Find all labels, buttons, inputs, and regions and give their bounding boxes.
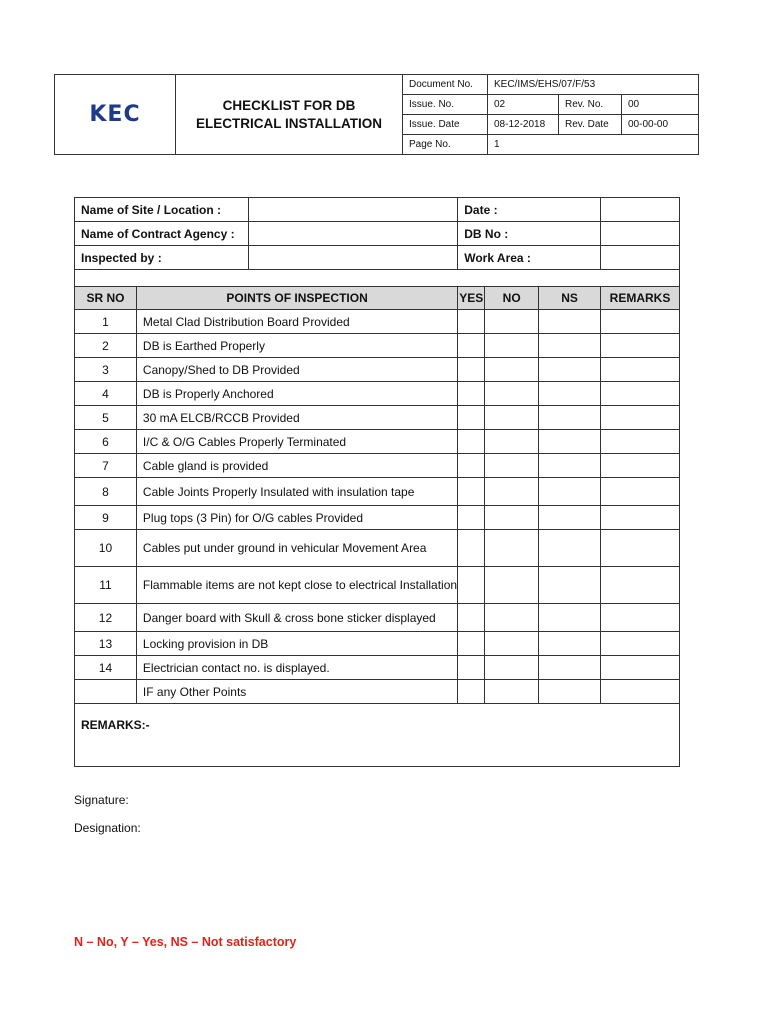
rev-date-label: Rev. Date [559, 115, 622, 135]
row-remarks-cell[interactable] [600, 406, 679, 430]
col-remarks: REMARKS [600, 287, 679, 310]
row-remarks-cell[interactable] [600, 656, 679, 680]
row-ns-cell[interactable] [539, 567, 601, 604]
db-no-label: DB No : [458, 222, 601, 246]
spacer-row [75, 270, 680, 287]
row-ns-cell[interactable] [539, 506, 601, 530]
doc-no-label: Document No. [403, 75, 488, 95]
row-remarks-cell[interactable] [600, 604, 679, 632]
row-no-cell[interactable] [485, 604, 539, 632]
row-yes-cell[interactable] [458, 406, 485, 430]
date-field[interactable] [600, 198, 679, 222]
page-no-label: Page No. [403, 135, 488, 155]
row-ns-cell[interactable] [539, 334, 601, 358]
designation-label: Designation: [74, 821, 141, 835]
row-sr-no: 10 [75, 530, 137, 567]
row-no-cell[interactable] [485, 406, 539, 430]
row-yes-cell[interactable] [458, 680, 485, 704]
rev-date-value: 00-00-00 [622, 115, 699, 135]
col-ns: NS [539, 287, 601, 310]
issue-no-label: Issue. No. [403, 95, 488, 115]
row-ns-cell[interactable] [539, 454, 601, 478]
row-remarks-cell[interactable] [600, 334, 679, 358]
row-remarks-cell[interactable] [600, 680, 679, 704]
issue-no-value: 02 [488, 95, 559, 115]
row-remarks-cell[interactable] [600, 358, 679, 382]
company-logo [55, 75, 176, 155]
row-ns-cell[interactable] [539, 406, 601, 430]
row-point: Electrician contact no. is displayed. [136, 656, 457, 680]
inspected-by-field[interactable] [248, 246, 458, 270]
table-row [75, 478, 680, 506]
inspected-by-label: Inspected by : [75, 246, 249, 270]
table-row [75, 334, 680, 358]
legend-note: N – No, Y – Yes, NS – Not satisfactory [74, 935, 297, 949]
row-sr-no: 11 [75, 567, 137, 604]
row-no-cell[interactable] [485, 454, 539, 478]
title-line-2: ELECTRICAL INSTALLATION [196, 115, 382, 131]
row-point: I/C & O/G Cables Properly Terminated [136, 430, 457, 454]
row-remarks-cell[interactable] [600, 382, 679, 406]
row-remarks-cell[interactable] [600, 430, 679, 454]
row-remarks-cell[interactable] [600, 530, 679, 567]
row-sr-no: 1 [75, 310, 137, 334]
row-remarks-cell[interactable] [600, 478, 679, 506]
row-remarks-cell[interactable] [600, 632, 679, 656]
row-yes-cell[interactable] [458, 454, 485, 478]
row-point: IF any Other Points [136, 680, 457, 704]
row-yes-cell[interactable] [458, 382, 485, 406]
row-point: Cable Joints Properly Insulated with insulation tape [136, 478, 457, 506]
row-no-cell[interactable] [485, 567, 539, 604]
contract-agency-label: Name of Contract Agency : [75, 222, 249, 246]
row-no-cell[interactable] [485, 530, 539, 567]
row-ns-cell[interactable] [539, 680, 601, 704]
row-ns-cell[interactable] [539, 604, 601, 632]
table-row [75, 656, 680, 680]
row-ns-cell[interactable] [539, 656, 601, 680]
row-sr-no: 12 [75, 604, 137, 632]
table-header [75, 287, 680, 310]
row-no-cell[interactable] [485, 430, 539, 454]
page-no-value: 1 [488, 135, 699, 155]
row-no-cell[interactable] [485, 310, 539, 334]
row-yes-cell[interactable] [458, 358, 485, 382]
row-ns-cell[interactable] [539, 530, 601, 567]
row-yes-cell[interactable] [458, 530, 485, 567]
row-yes-cell[interactable] [458, 506, 485, 530]
row-point: Cable gland is provided [136, 454, 457, 478]
row-sr-no: 14 [75, 656, 137, 680]
row-point: Metal Clad Distribution Board Provided [136, 310, 457, 334]
row-yes-cell[interactable] [458, 310, 485, 334]
row-remarks-cell[interactable] [600, 506, 679, 530]
work-area-field[interactable] [600, 246, 679, 270]
row-yes-cell[interactable] [458, 430, 485, 454]
table-row [75, 382, 680, 406]
table-row [75, 604, 680, 632]
row-point: Cables put under ground in vehicular Movement Area [136, 530, 457, 567]
row-yes-cell[interactable] [458, 632, 485, 656]
table-row [75, 406, 680, 430]
remarks-box[interactable] [75, 704, 680, 767]
row-point: Locking provision in DB [136, 632, 457, 656]
row-yes-cell[interactable] [458, 334, 485, 358]
row-no-cell[interactable] [485, 632, 539, 656]
row-no-cell[interactable] [485, 478, 539, 506]
table-row [75, 567, 680, 604]
row-point: Canopy/Shed to DB Provided [136, 358, 457, 382]
table-row [75, 358, 680, 382]
db-no-field[interactable] [600, 222, 679, 246]
row-ns-cell[interactable] [539, 358, 601, 382]
title-line-1: CHECKLIST FOR DB [222, 97, 356, 113]
date-label: Date : [458, 198, 601, 222]
issue-date-value: 08-12-2018 [488, 115, 559, 135]
work-area-label: Work Area : [458, 246, 601, 270]
row-ns-cell[interactable] [539, 478, 601, 506]
table-row [75, 506, 680, 530]
row-no-cell[interactable] [485, 334, 539, 358]
site-label: Name of Site / Location : [75, 198, 249, 222]
row-sr-no: 8 [75, 478, 137, 506]
row-remarks-cell[interactable] [600, 567, 679, 604]
table-row [75, 632, 680, 656]
row-no-cell[interactable] [485, 506, 539, 530]
table-row [75, 430, 680, 454]
table-row [75, 310, 680, 334]
row-ns-cell[interactable] [539, 632, 601, 656]
row-point: DB is Earthed Properly [136, 334, 457, 358]
row-yes-cell[interactable] [458, 604, 485, 632]
issue-date-label: Issue. Date [403, 115, 488, 135]
row-yes-cell[interactable] [458, 478, 485, 506]
row-sr-no: 5 [75, 406, 137, 430]
row-remarks-cell[interactable] [600, 454, 679, 478]
row-sr-no: 2 [75, 334, 137, 358]
contract-agency-field[interactable] [248, 222, 458, 246]
document-title [176, 75, 403, 155]
row-no-cell[interactable] [485, 358, 539, 382]
row-yes-cell[interactable] [458, 656, 485, 680]
row-ns-cell[interactable] [539, 382, 601, 406]
signature-label: Signature: [74, 793, 129, 807]
table-row [75, 454, 680, 478]
logo-text: KEC [89, 102, 141, 127]
row-sr-no [75, 680, 137, 704]
rev-no-label: Rev. No. [559, 95, 622, 115]
table-row [75, 530, 680, 567]
row-yes-cell[interactable] [458, 567, 485, 604]
remarks-label: REMARKS:- [81, 718, 150, 732]
row-ns-cell[interactable] [539, 430, 601, 454]
row-sr-no: 13 [75, 632, 137, 656]
rev-no-value: 00 [622, 95, 699, 115]
site-field[interactable] [248, 198, 458, 222]
table-row [75, 680, 680, 704]
row-point: Flammable items are not kept close to electrical Installation [136, 567, 457, 604]
col-points: POINTS OF INSPECTION [136, 287, 457, 310]
row-sr-no: 4 [75, 382, 137, 406]
row-sr-no: 7 [75, 454, 137, 478]
row-remarks-cell[interactable] [600, 310, 679, 334]
checklist-table [74, 197, 680, 767]
row-point: DB is Properly Anchored [136, 382, 457, 406]
row-sr-no: 9 [75, 506, 137, 530]
row-point: Danger board with Skull & cross bone sticker displayed [136, 604, 457, 632]
doc-no-value: KEC/IMS/EHS/07/F/53 [488, 75, 699, 95]
row-point: 30 mA ELCB/RCCB Provided [136, 406, 457, 430]
row-ns-cell[interactable] [539, 310, 601, 334]
col-sr-no: SR NO [75, 287, 137, 310]
col-yes: YES [458, 287, 485, 310]
row-sr-no: 6 [75, 430, 137, 454]
row-no-cell[interactable] [485, 656, 539, 680]
row-no-cell[interactable] [485, 680, 539, 704]
row-no-cell[interactable] [485, 382, 539, 406]
row-point: Plug tops (3 Pin) for O/G cables Provided [136, 506, 457, 530]
document-header [54, 74, 699, 155]
row-sr-no: 3 [75, 358, 137, 382]
col-no: NO [485, 287, 539, 310]
